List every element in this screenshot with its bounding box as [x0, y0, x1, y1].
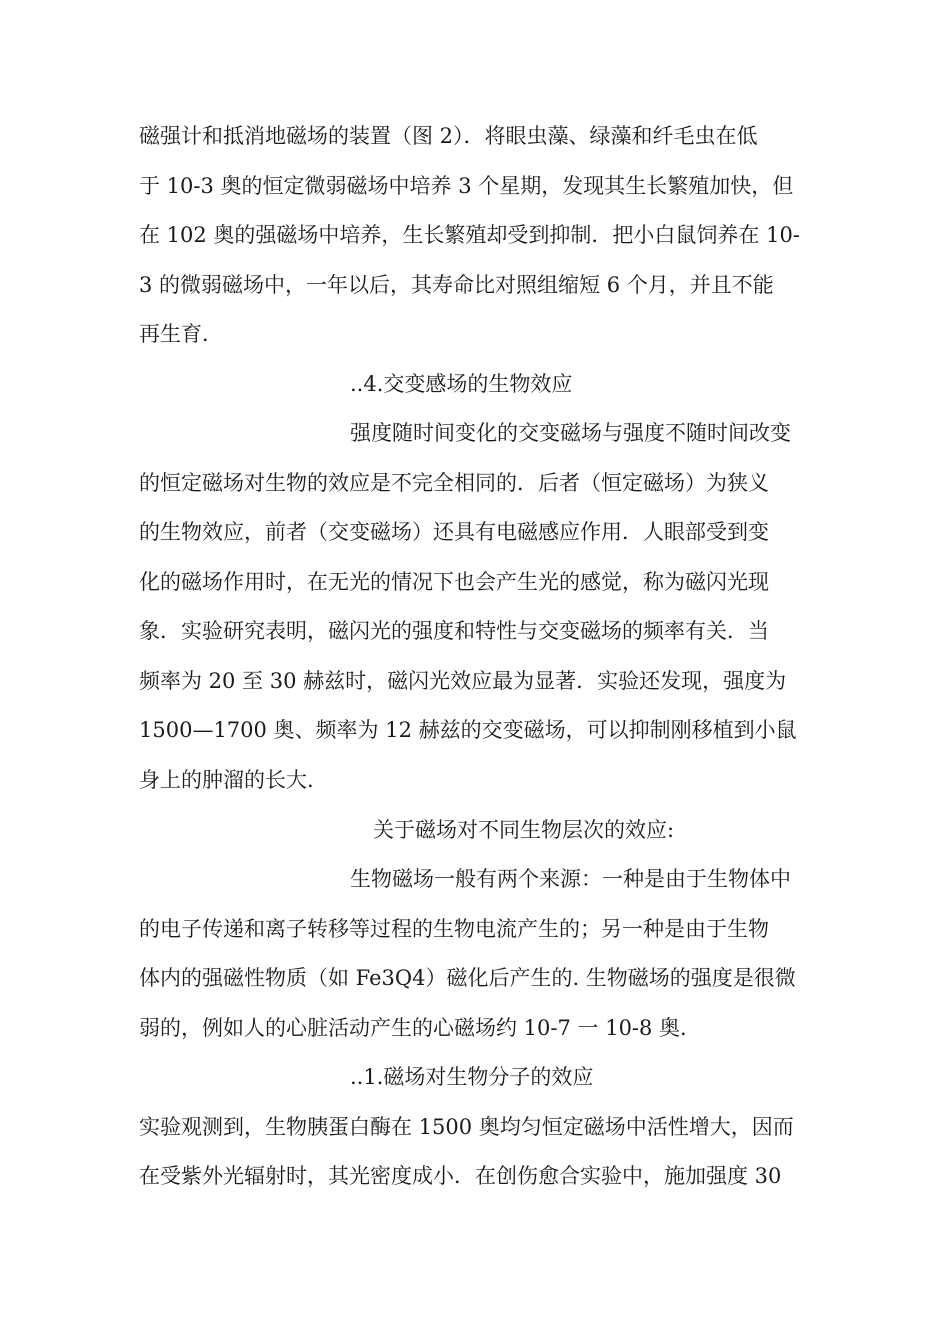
- text-line: 磁强计和抵消地磁场的装置（图 2）．将眼虫藻、绿藻和纤毛虫在低: [139, 124, 758, 148]
- text-line: 的电子传递和离子转移等过程的生物电流产生的；另一种是由于生物: [139, 917, 769, 941]
- text-line: 实验观测到，生物胰蛋白酶在 1500 奥均匀恒定磁场中活性增大，因而: [139, 1115, 794, 1139]
- text-line: 频率为 20 至 30 赫兹时，磁闪光效应最为显著．实验还发现，强度为: [139, 669, 787, 693]
- paragraph-first-line: 生物磁场一般有两个来源：一种是由于生物体中: [350, 867, 791, 891]
- text-line: 的恒定磁场对生物的效应是不完全相同的．后者（恒定磁场）为狭义: [139, 471, 769, 495]
- text-line: 化的磁场作用时，在无光的情况下也会产生光的感觉，称为磁闪光现: [139, 570, 769, 594]
- text-line: 体内的强磁性物质（如 Fe3Q4）磁化后产生的. 生物磁场的强度是很微: [139, 966, 796, 990]
- text-line: 身上的肿溜的长大.: [139, 768, 314, 792]
- text-line: 在 102 奥的强磁场中培养，生长繁殖却受到抑制．把小白鼠饲养在 10-: [139, 223, 800, 247]
- text-line: 在受紫外光辐射时，其光密度成小．在创伤愈合实验中，施加强度 30: [139, 1164, 782, 1188]
- text-line: 于 10-3 奥的恒定微弱磁场中培养 3 个星期，发现其生长繁殖加快，但: [139, 174, 794, 198]
- text-line: 的生物效应，前者（交变磁场）还具有电磁感应作用．人眼部受到变: [139, 520, 769, 544]
- text-line: 1500—1700 奥、频率为 12 赫兹的交变磁场，可以抑制刚移植到小鼠: [139, 718, 797, 742]
- text-line: 弱的，例如人的心脏活动产生的心磁场约 10-7 一 10-8 奥.: [139, 1016, 687, 1040]
- section-heading: ..4.交变感场的生物效应: [350, 372, 573, 396]
- text-line: 3 的微弱磁场中，一年以后，其寿命比对照组缩短 6 个月，并且不能: [139, 273, 774, 297]
- paragraph-first-line: 强度随时间变化的交变磁场与强度不随时间改变: [350, 421, 791, 445]
- text-line: 象．实验研究表明，磁闪光的强度和特性与交变磁场的频率有关．当: [139, 619, 769, 643]
- section-heading: ..1.磁场对生物分子的效应: [350, 1065, 594, 1089]
- section-heading: 关于磁场对不同生物层次的效应:: [373, 818, 675, 842]
- text-line: 再生育.: [139, 322, 209, 346]
